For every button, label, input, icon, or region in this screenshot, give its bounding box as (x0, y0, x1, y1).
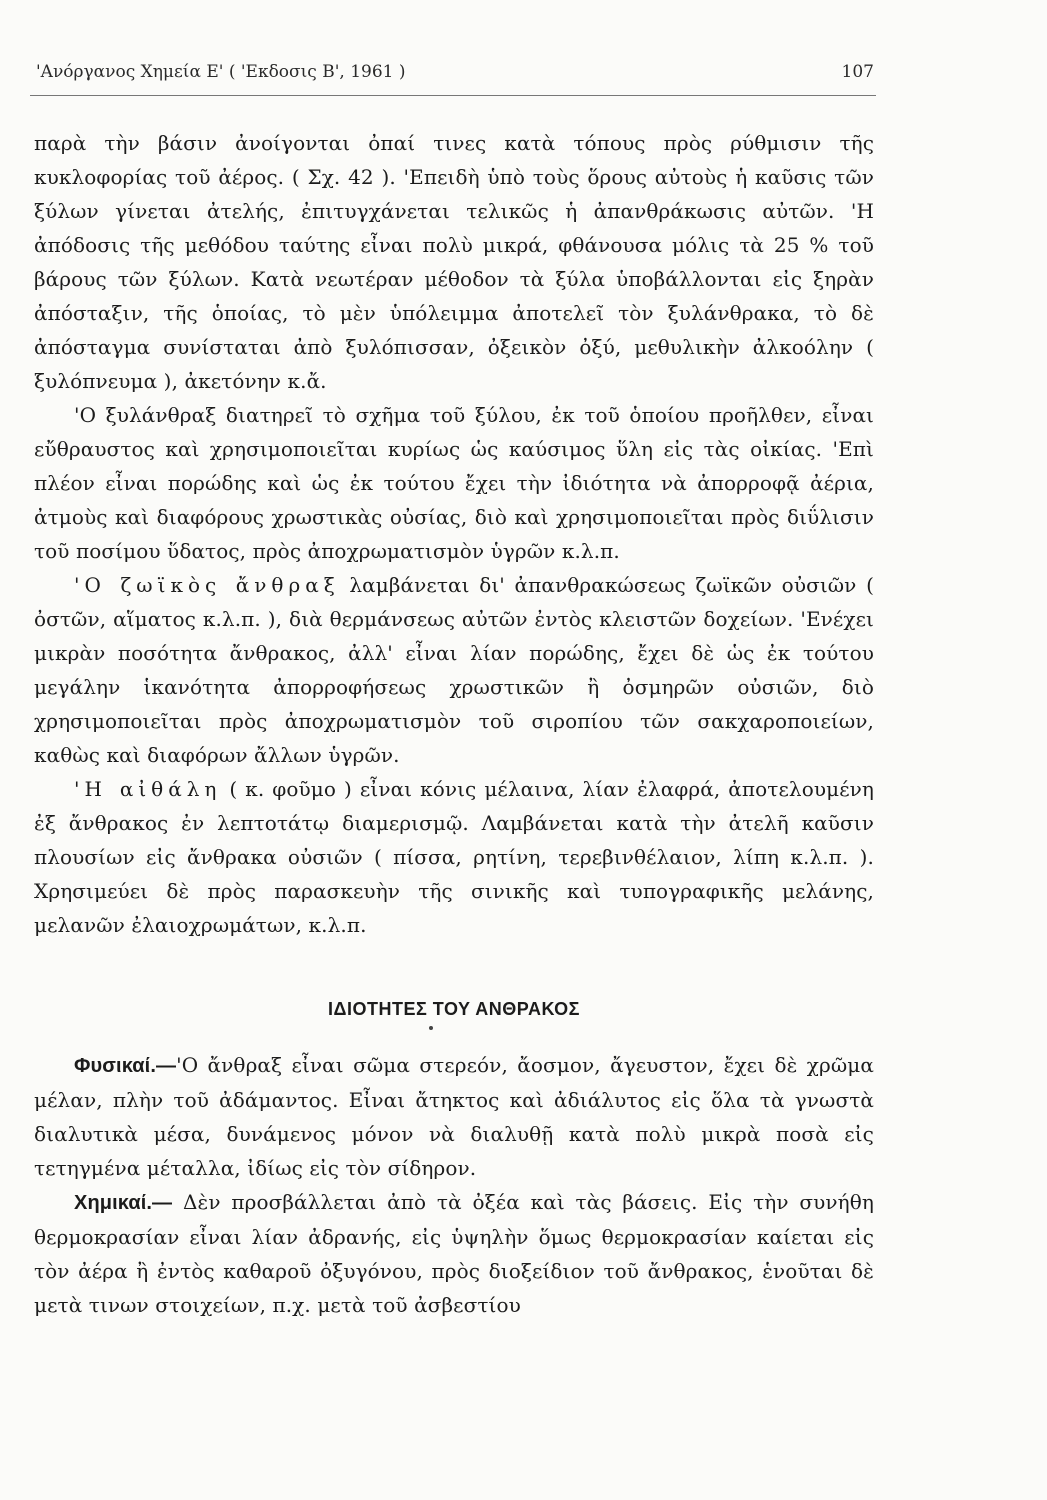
paragraph-physical-properties (34, 1048, 874, 1185)
physical-subhead: Φυσικαί.— (74, 1055, 177, 1077)
print-mark (429, 1026, 433, 1030)
paragraph-animal-charcoal-text: λαμβάνεται δι' ἀπανθρακώσεως ζωϊκῶν οὐσιῶν ( ὀστῶν, αἵματος κ.λ.π. ), διὰ θερμάνσεως αὐτῶν ἐντὸς κλειστῶν δοχείων. 'Ενέχει μικρὰν ποσότητα ἄνθρακος, ἀλλ' εἶναι λίαν πορώδης, ἔχει δὲ ὡς ἐκ τούτου μεγάλην ἱκανότητα ἀπορροφήσεως χρωστικῶν ἢ ὀσμηρῶν οὐσιῶν, διὸ χρησιμοποιεῖται πρὸς ἀποχρωματισμὸν τοῦ σιροπίου τῶν σακχαροποιείων, καθὼς καὶ διαφόρων ἄλλων ὑγρῶν. (34, 573, 874, 767)
running-title: 'Ανόργανος Χημεία Ε' ( 'Εκδοσις Β', 1961 ) (36, 62, 406, 82)
paragraph-animal-charcoal (34, 568, 874, 772)
term-soot: 'Η αἰθάλη (74, 777, 222, 801)
paragraph-wood-charcoal-properties: 'Ο ξυλάνθραξ διατηρεῖ τὸ σχῆμα τοῦ ξύλου, ἐκ τοῦ ὁποίου προῆλθεν, εἶναι εὔθραυστος καὶ χρησιμοποιεῖται κυρίως ὡς καύσιμος ὕλη εἰς τὰς οἰκίας. 'Επὶ πλέον εἶναι πορώδης καὶ ὡς ἐκ τούτου ἔχει τὴν ἰδιότητα νὰ ἀπορροφᾷ ἀέρια, ἀτμοὺς καὶ διαφόρους χρωστικὰς οὐσίας, διὸ καὶ χρησιμοποιεῖται πρὸς διΰλισιν τοῦ ποσίμου ὕδατος, πρὸς ἀποχρωματισμὸν ὑγρῶν κ.λ.π. (34, 403, 874, 563)
paragraph-soot (34, 772, 874, 942)
paragraph-chemical-properties (34, 1185, 874, 1322)
chemical-text: Δὲν προσβάλλεται ἀπὸ τὰ ὀξέα καὶ τὰς βάσεις. Εἰς τὴν συνήθη θερμοκρασίαν εἶναι λίαν ἀδρανής, εἰς ὑψηλὴν ὅμως θερμοκρασίαν καίεται εἰς τὸν ἀέρα ἢ ἐντὸς καθαροῦ ὀξυγόνου, πρὸς διοξείδιον τοῦ ἄνθρακος, ἑνοῦται δὲ μετὰ τινων στοιχείων, π.χ. μετὰ τοῦ ἀσβεστίου (34, 1190, 874, 1317)
physical-text: 'Ο ἄνθραξ εἶναι σῶμα στερεόν, ἄοσμον, ἄγευστον, ἔχει δὲ χρῶμα μέλαν, πλὴν τοῦ ἀδάμαντος. Εἶναι ἄτηκτος καὶ ἀδιάλυτος εἰς ὅλα τὰ γνωστὰ διαλυτικὰ μέσα, δυνάμενος μόνον νὰ διαλυθῇ κατὰ πολὺ μικρὰ ποσὰ εἰς τετηγμένα μέταλλα, ἰδίως εἰς τὸν σίδηρον. (34, 1053, 874, 1180)
paragraph-wood-charcoal-production: παρὰ τὴν βάσιν ἀνοίγονται ὀπαί τινες κατὰ τόπους πρὸς ρύθμισιν τῆς κυκλοφορίας τοῦ ἀέρος. ( Σχ. 42 ). 'Επειδὴ ὑπὸ τοὺς ὅρους αὐτοὺς ἡ καῦσις τῶν ξύλων γίνεται ἀτελής, ἐπιτυγχάνεται τελικῶς ἡ ἀπανθράκωσις αὐτῶν. 'Η ἀπόδοσις τῆς μεθόδου ταύτης εἶναι πολὺ μικρά, φθάνουσα μόλις τὰ 25 % τοῦ βάρους τῶν ξύλων. Κατὰ νεωτέραν μέθοδον τὰ ξύλα ὑποβάλλονται εἰς ξηρὰν ἀπόσταξιν, τῆς ὁποίας, τὸ μὲν ὑπόλειμμα ἀποτελεῖ τὸν ξυλάνθρακα, τὸ δὲ ἀπόσταγμα συνίσταται ἀπὸ ξυλόπισσαν, ὀξεικὸν ὀξύ, μεθυλικὴν ἀλκοόλην ( ξυλόπνευμα ), ἀκετόνην κ.ἄ. (34, 131, 874, 393)
paragraph-soot-text: ( κ. φοῦμο ) εἶναι κόνις μέλαινα, λίαν ἐλαφρά, ἀποτελουμένη ἐξ ἄνθρακος ἐν λεπτοτάτῳ διαμερισμῷ. Λαμβάνεται κατὰ τὴν ἀτελῆ καῦσιν πλουσίων εἰς ἄνθρακα οὐσιῶν ( πίσσα, ρητίνη, τερεβινθέλαιον, λίπη κ.λ.π. ). Χρησιμεύει δὲ πρὸς παρασκευὴν τῆς σινικῆς καὶ τυπογραφικῆς μελάνης, μελανῶν ἐλαιοχρωμάτων, κ.λ.π. (34, 777, 874, 937)
running-head (36, 62, 874, 82)
term-animal-charcoal: 'Ο ζωϊκὸς ἄνθραξ (74, 573, 340, 597)
body-text (34, 126, 874, 1322)
section-title: ΙΔΙΟΤΗΤΕΣ ΤΟΥ ΑΝΘΡΑΚΟΣ (328, 999, 580, 1019)
header-rule (30, 95, 876, 96)
page-number: 107 (841, 62, 874, 82)
chemical-subhead: Χημικαί.— (74, 1192, 173, 1214)
